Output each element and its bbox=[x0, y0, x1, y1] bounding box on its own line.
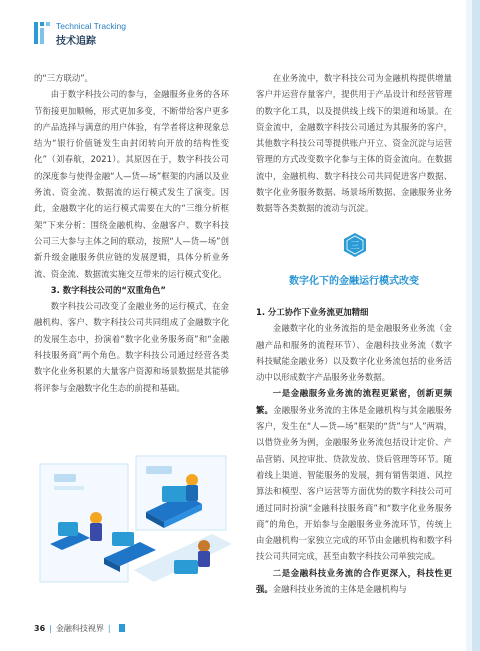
subheading: 1. 分工协作下业务流更加精细 bbox=[256, 307, 369, 317]
header-title-zh: 技术追踪 bbox=[56, 36, 96, 47]
right-column-body bbox=[256, 304, 452, 597]
paragraph: 金融科技业务流的主体是金融机构与 bbox=[272, 584, 407, 595]
left-column bbox=[34, 70, 229, 396]
section-number: 三 bbox=[350, 241, 360, 252]
right-column-top bbox=[256, 70, 452, 217]
header-title-en: Technical Tracking bbox=[56, 21, 126, 31]
page-footer: 36 | 金融科技视界 | bbox=[34, 623, 125, 637]
page-number: 36 bbox=[34, 624, 46, 633]
footer-mark-icon bbox=[119, 624, 125, 632]
paragraph: 金融数字化的业务流指的是金融服务业务流（金融产品和服务的流程环节）、金融科技业务流（数字科技赋能金融业务）以及数字化业务流包括的业务活动中以形成数字产品服务业务数据。 bbox=[256, 323, 452, 383]
logo-icon bbox=[34, 22, 52, 44]
paragraph: 金融服务业务流的主体是金融机构与其金融服务客户，发生在“人—货—场”框架的“货”与“人”两端，以借贷业务为例，金融服务业务流包括设计定价、产品营销、风控审批、贷款发放、贷后管理等环节。随着线上渠道、智能服务的发展，拥有销售渠道、风控算法和模型、客户运营等方面优势的数字科技公司可通过同时扮演“金融科技服务商”和“数字化业务服务商”的角色，开始参与金融服务业务流环节，传统上由金融机构一家独立完成的环节由金融机构和数字科技公司共同完成，甚至由数字科技公司单独完成。 bbox=[256, 404, 453, 562]
paragraph: 由于数字科技公司的参与，金融服务业务的各环节衔接更加顺畅，形式更加多变，不断带给客户更多的产品选择与满意的用户体验，有学者将这种现象总结为“银行价值链发生由封闭转向开放的结构性变化”（刘春航，2021）。其原因在于，数字科技公司的深度参与使得金融“人—货—场”框架的内涵以及业务流、资金流、数据流的运行模式发生了演变。因此，金融数字化的运行模式需要在大的“三维分析框架”下来分析：围绕金融机构、金融客户、数字科技公司三大参与主体之间的联动，按照“人—货—场”创新升级金融服务供应链的发展逻辑，具体分析业务流、资金流、数据流实施交互带来的运行模式变化。 bbox=[34, 89, 229, 279]
paragraph: 在业务流中，数字科技公司为金融机构提供增量客户并运营存量客户，提供用于产品设计和经营管理的数字化工具，以及提供线上线下的渠道和场景。在资金流中，金融数字科技公司通过为其服务的客户，其他数字科技公司等提供账户开立、资金沉淀与运营管理的方式改变数字化参与主体的资金流向。在数据流中，金融机构、数字科技公司共同促进客户数据、数字化业务服务数据、场景场所数据、金融服务业务数据等各类数据的流动与沉淀。 bbox=[256, 73, 452, 214]
section-number-badge bbox=[342, 232, 368, 258]
subheading: 3. 数字科技公司的“双重角色” bbox=[50, 284, 166, 295]
bold-lead: 一是金融服务业务流的流程更紧密，创新更频繁。 bbox=[256, 388, 452, 415]
isometric-illustration bbox=[34, 452, 234, 602]
paragraph: 的“三方联动”。 bbox=[34, 73, 93, 83]
journal-name: 金融科技视界 bbox=[55, 624, 104, 633]
paragraph: 数字科技公司改变了金融业务的运行模式，在金融机构、客户、数字科技公司共同组成了金融数字化的发展生态中，扮演着“数字化业务服务商”和“金融科技服务商”两个角色。数字科技公司通过经营各类数字化业务积累的大量客户资源和场景数据是其能够将评参与金融数字化生态的前提和基础。 bbox=[34, 301, 229, 393]
side-decoration-dark bbox=[472, 0, 480, 651]
column-header bbox=[34, 20, 234, 48]
bold-lead: 二是金融科技业务流的合作更深入，科技性更强。 bbox=[256, 567, 452, 595]
section-title: 数字化下的金融运行模式改变 bbox=[289, 276, 419, 287]
